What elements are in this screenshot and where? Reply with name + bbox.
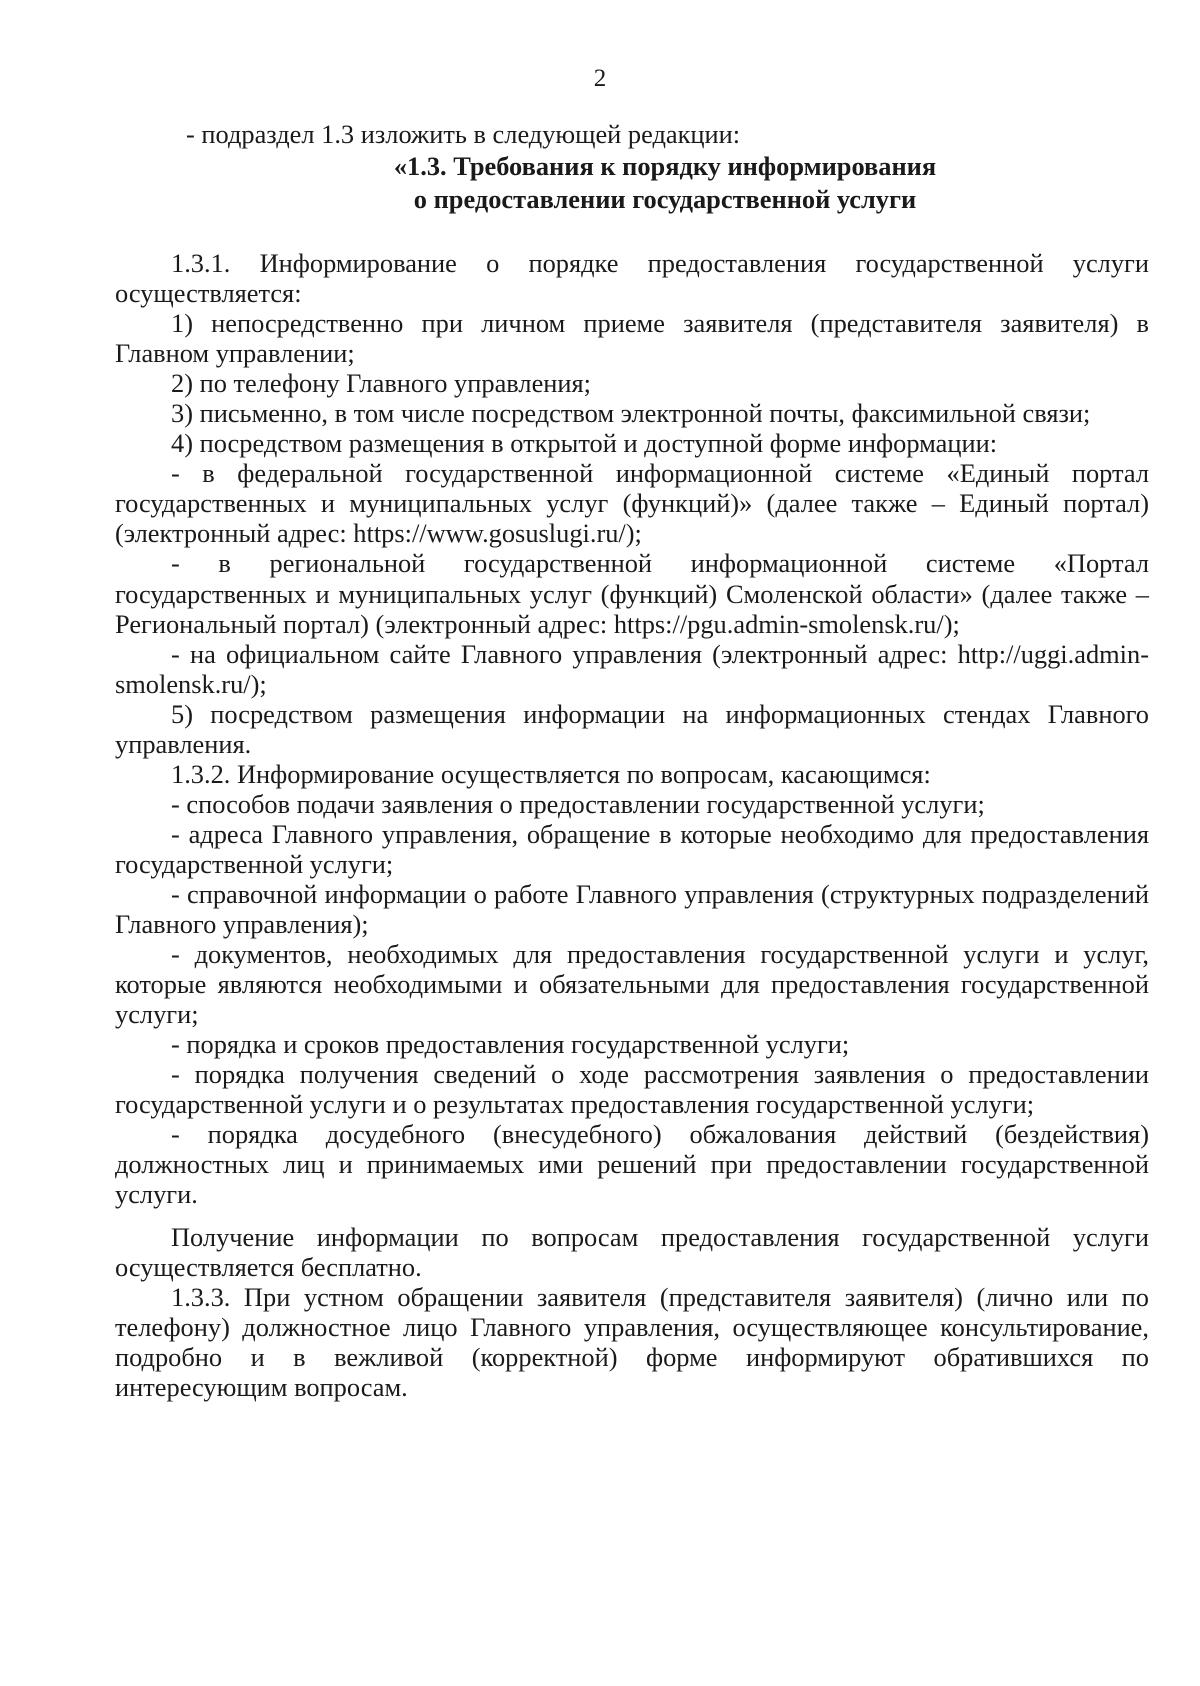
paragraph-1-3-3: 1.3.3. При устном обращении заявителя (представителя заявителя) (лично или по телефону) должностное лицо Главного управления, осуществляющее консультирование, подробно и в вежливой (корректной) форме информируют обратившихся по интересующим вопросам.: [115, 1281, 1149, 1402]
section-heading-line-2: о предоставлении государственной услуги: [413, 183, 917, 214]
section-heading-line-1: «1.3. Требования к порядку информирования: [393, 151, 937, 181]
section-heading: [200, 150, 1130, 215]
paragraph-item-2: 2) по телефону Главного управления;: [171, 368, 591, 399]
paragraph-bullet-procedure-terms: - порядка и сроков предоставления государственной услуги;: [171, 1029, 850, 1060]
paragraph-bullet-submission-methods: - способов подачи заявления о предоставлении государственной услуги;: [171, 788, 985, 819]
amendment-intro: - подраздел 1.3 изложить в следующей редакции:: [186, 119, 741, 149]
paragraph-bullet-regional-portal: - в региональной государственной информационной системе «Портал государственных и муниципальных услуг (функций) Смоленской области» (далее также – Региональный портал) (электронный адрес: https://pgu.admin-smolensk.ru/);: [115, 548, 1149, 639]
paragraph-1-3-1: 1.3.1. Информирование о порядке предоставления государственной услуги осуществляется:: [115, 248, 1149, 309]
paragraph-free-of-charge: Получение информации по вопросам предоставления государственной услуги осуществляется бесплатно.: [115, 1221, 1149, 1282]
paragraph-bullet-documents: - документов, необходимых для предоставления государственной услуги и услуг, которые являются необходимыми и обязательными для предоставления государственной услуги;: [115, 939, 1149, 1030]
paragraph-bullet-federal-portal: - в федеральной государственной информационной системе «Единый портал государственных и муниципальных услуг (функций)» (далее также – Единый портал) (электронный адрес: https://www.gosuslugi.ru/);: [115, 458, 1149, 549]
paragraph-bullet-official-site: - на официальном сайте Главного управления (электронный адрес: http://uggi.admin-smolensk.ru/);: [115, 638, 1149, 699]
paragraph-bullet-progress-info: - порядка получения сведений о ходе рассмотрения заявления о предоставлении государственной услуги и о результатах предоставления государственной услуги;: [115, 1059, 1149, 1120]
paragraph-item-3: 3) письменно, в том числе посредством электронной почты, факсимильной связи;: [171, 398, 1091, 429]
paragraph-bullet-addresses: - адреса Главного управления, обращение в которые необходимо для предоставления государственной услуги;: [115, 818, 1149, 879]
page-number: 2: [593, 65, 607, 92]
paragraph-item-5: 5) посредством размещения информации на информационных стендах Главного управления.: [115, 698, 1149, 759]
paragraph-item-1: 1) непосредственно при личном приеме заявителя (представителя заявителя) в Главном управлении;: [115, 308, 1149, 369]
paragraph-bullet-reference-info: - справочной информации о работе Главного управления (структурных подразделений Главного управления);: [115, 878, 1149, 940]
paragraph-1-3-2: 1.3.2. Информирование осуществляется по вопросам, касающимся:: [171, 758, 931, 789]
paragraph-bullet-appeal: - порядка досудебного (внесудебного) обжалования действий (бездействия) должностных лиц и принимаемых ими решений при предоставлении государственной услуги.: [115, 1119, 1149, 1210]
paragraph-item-4: 4) посредством размещения в открытой и доступной форме информации:: [171, 428, 998, 459]
document-body: [115, 248, 1149, 1402]
